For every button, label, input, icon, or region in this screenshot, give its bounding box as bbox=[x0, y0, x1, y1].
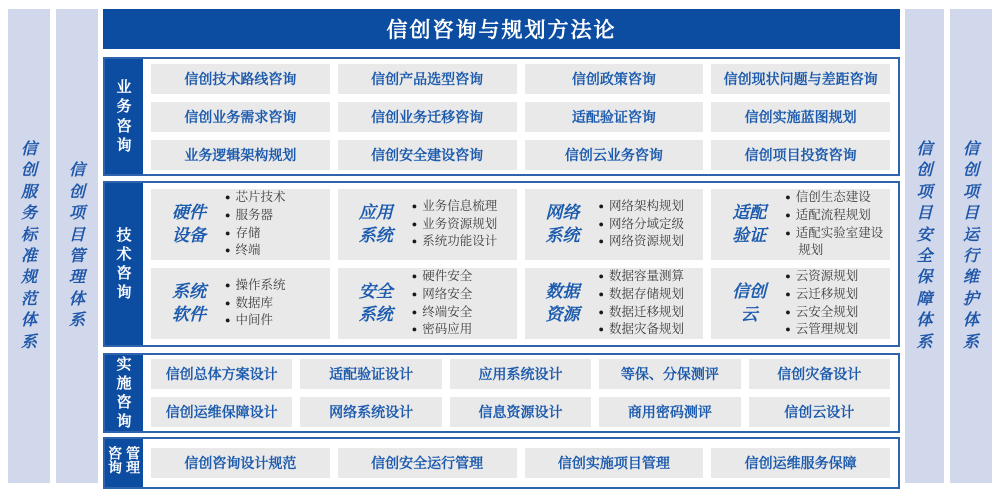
bullet-item: ● 业务资源规划 bbox=[412, 216, 513, 234]
bullet-item: ● 中间件 bbox=[225, 312, 326, 330]
bullet-item: ● 网络分域定级 bbox=[599, 216, 700, 234]
bullet-item: ● 操作系统 bbox=[225, 277, 326, 295]
sidebar-project-management-system bbox=[56, 9, 98, 483]
section-label: 业务咨询 bbox=[116, 79, 132, 154]
section-label-strip bbox=[105, 59, 143, 174]
item-box: 信创运维保障设计 bbox=[151, 397, 292, 427]
bullet-item: ● 云管理规划 bbox=[785, 321, 886, 339]
bullet-item: ● 芯片技术 bbox=[225, 189, 326, 207]
tech-cell-label: 适配验证 bbox=[732, 203, 767, 245]
sidebar-security-assurance-system bbox=[905, 9, 944, 483]
bullet-item: ● 适配流程规划 bbox=[785, 207, 886, 225]
bullet-item: ● 数据灾备规划 bbox=[599, 321, 700, 339]
tech-cell-bullets bbox=[785, 268, 888, 339]
bullet-item: ● 系统功能设计 bbox=[412, 233, 513, 251]
bullet-item: ● 云安全规划 bbox=[785, 304, 886, 322]
tech-cell-label: 应用系统 bbox=[358, 203, 393, 245]
tech-cell-data-resources bbox=[525, 268, 704, 339]
item-box: 信创云设计 bbox=[749, 397, 890, 427]
item-box: 信创政策咨询 bbox=[525, 64, 704, 94]
item-box: 信息资源设计 bbox=[450, 397, 591, 427]
tech-cell-label: 信创云 bbox=[732, 282, 767, 324]
management-items-grid bbox=[143, 439, 898, 487]
bullet-item: ● 服务器 bbox=[225, 207, 326, 225]
section-consulting-management bbox=[103, 437, 900, 489]
section-label-strip bbox=[105, 355, 143, 431]
tech-cell-label: 系统软件 bbox=[172, 282, 206, 324]
sidebar-label: 信创项目安全保障体系 bbox=[916, 140, 933, 351]
sidebar-operation-maintenance-system bbox=[950, 9, 992, 483]
tech-cell-label: 硬件设备 bbox=[172, 203, 206, 245]
bullet-item: ● 业务信息梳理 bbox=[412, 198, 513, 216]
tech-cell-system-software bbox=[151, 268, 330, 339]
page-title: 信创咨询与规划方法论 bbox=[103, 9, 900, 49]
item-box: 网络系统设计 bbox=[300, 397, 441, 427]
item-box: 信创业务需求咨询 bbox=[151, 102, 330, 132]
sidebar-service-standards-system bbox=[8, 9, 50, 483]
item-box: 等保、分保测评 bbox=[599, 359, 740, 389]
bullet-item: ● 云迁移规划 bbox=[785, 286, 886, 304]
tech-cell-label: 网络系统 bbox=[545, 203, 580, 245]
bullet-item: ● 存储 bbox=[225, 225, 326, 243]
section-technical-consulting bbox=[103, 181, 900, 347]
tech-cell-adaptation-verification bbox=[711, 189, 890, 260]
item-box: 信创咨询设计规范 bbox=[151, 448, 330, 478]
item-box: 信创总体方案设计 bbox=[151, 359, 292, 389]
sidebar-label: 信创项目运行维护体系 bbox=[962, 140, 979, 351]
tech-cell-bullets bbox=[225, 189, 328, 260]
tech-cell-xinchuang-cloud bbox=[711, 268, 890, 339]
section-label: 实施咨询 bbox=[116, 355, 132, 431]
tech-cells-grid bbox=[143, 183, 898, 345]
tech-cell-bullets bbox=[599, 198, 702, 251]
tech-cell-bullets bbox=[225, 277, 328, 330]
item-box: 信创安全运行管理 bbox=[338, 448, 517, 478]
item-box: 信创实施蓝图规划 bbox=[711, 102, 890, 132]
bullet-item: ● 网络资源规划 bbox=[599, 233, 700, 251]
item-box: 应用系统设计 bbox=[450, 359, 591, 389]
bullet-item: ● 终端安全 bbox=[412, 304, 513, 322]
tech-cell-label: 安全系统 bbox=[358, 282, 393, 324]
section-business-consulting bbox=[103, 57, 900, 176]
item-box: 信创项目投资咨询 bbox=[711, 140, 890, 170]
bullet-item: ● 数据容量测算 bbox=[599, 268, 700, 286]
section-label-strip bbox=[105, 183, 143, 345]
item-box: 适配验证咨询 bbox=[525, 102, 704, 132]
item-box: 信创实施项目管理 bbox=[525, 448, 704, 478]
bullet-item: ● 数据存储规划 bbox=[599, 286, 700, 304]
main-panel bbox=[103, 9, 900, 489]
tech-cell-bullets bbox=[412, 198, 515, 251]
bullet-item: ● 云资源规划 bbox=[785, 268, 886, 286]
item-box: 商用密码测评 bbox=[599, 397, 740, 427]
implementation-items-grid bbox=[143, 355, 898, 431]
bullet-item: ● 数据迁移规划 bbox=[599, 304, 700, 322]
item-box: 适配验证设计 bbox=[300, 359, 441, 389]
section-label-strip bbox=[105, 439, 143, 487]
item-box: 信创业务迁移咨询 bbox=[338, 102, 517, 132]
bullet-item: ● 密码应用 bbox=[412, 321, 513, 339]
bullet-item: ● 终端 bbox=[225, 242, 326, 260]
tech-cell-bullets bbox=[785, 189, 888, 260]
item-box: 信创现状问题与差距咨询 bbox=[711, 64, 890, 94]
item-box: 信创运维服务保障 bbox=[711, 448, 890, 478]
item-box: 信创灾备设计 bbox=[749, 359, 890, 389]
tech-cell-application-system bbox=[338, 189, 517, 260]
bullet-item: ● 网络架构规划 bbox=[599, 198, 700, 216]
item-box: 信创技术路线咨询 bbox=[151, 64, 330, 94]
tech-cell-bullets bbox=[412, 268, 515, 339]
bullet-item: ● 网络安全 bbox=[412, 286, 513, 304]
tech-cell-security-system bbox=[338, 268, 517, 339]
item-box: 业务逻辑架构规划 bbox=[151, 140, 330, 170]
sidebar-label: 信创项目管理体系 bbox=[68, 162, 85, 330]
item-box: 信创安全建设咨询 bbox=[338, 140, 517, 170]
tech-cell-network-system bbox=[525, 189, 704, 260]
item-box: 信创产品选型咨询 bbox=[338, 64, 517, 94]
tech-cell-bullets bbox=[599, 268, 702, 339]
bullet-item: ● 数据库 bbox=[225, 295, 326, 313]
tech-cell-label: 数据资源 bbox=[545, 282, 580, 324]
section-label: 咨询管理 bbox=[107, 446, 141, 474]
sidebar-label: 信创服务标准规范体系 bbox=[20, 140, 37, 351]
bullet-item: ● 硬件安全 bbox=[412, 268, 513, 286]
section-label: 技术咨询 bbox=[116, 226, 132, 302]
bullet-item: ● 适配实验室建设规划 bbox=[785, 225, 886, 261]
bullet-item: ● 信创生态建设 bbox=[785, 189, 886, 207]
tech-cell-hardware-equipment bbox=[151, 189, 330, 260]
business-items-grid bbox=[143, 59, 898, 174]
section-implementation-consulting bbox=[103, 353, 900, 433]
item-box: 信创云业务咨询 bbox=[525, 140, 704, 170]
